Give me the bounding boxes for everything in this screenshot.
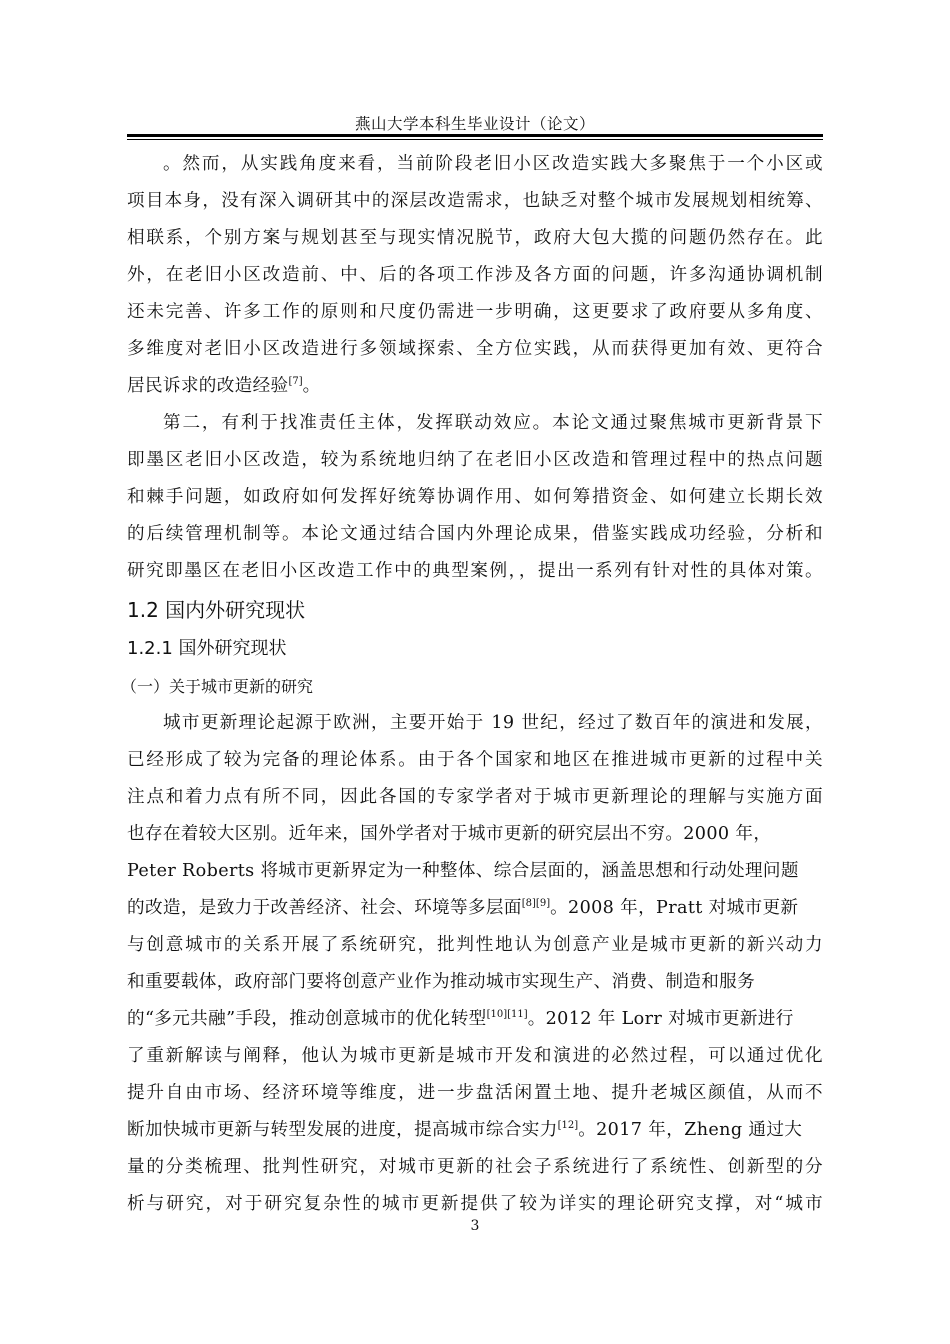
- text-span: 断加快城市更新与转型发展的进度，提高城市综合实力: [127, 1120, 558, 1140]
- running-header: 燕山大学本科生毕业设计（论文）: [354, 115, 595, 133]
- text-line: 第二，有利于找准责任主体，发挥联动效应。本论文通过聚焦城市更新背景下: [163, 413, 823, 433]
- text-line: 多维度对老旧小区改造进行多领域探索、全方位实践，从而获得更加有效、更符合: [127, 339, 823, 359]
- text-line: 外，在老旧小区改造前、中、后的各项工作涉及各方面的问题，许多沟通协调机制: [127, 265, 823, 285]
- text-line: 项目本身，没有深入调研其中的深层改造需求，也缺乏对整个城市发展规划相统筹、: [127, 191, 823, 211]
- header-rule-thick: [127, 134, 823, 137]
- text-line: 还未完善、许多工作的原则和尺度仍需进一步明确，这更要求了政府要从多角度、: [127, 302, 823, 322]
- text-line: 和棘手问题，如政府如何发挥好统筹协调作用、如何筹措资金、如何建立长期长效: [127, 487, 823, 507]
- body-text: [121, 146, 823, 1223]
- header-rule-thin: [127, 139, 823, 140]
- paragraph-3: [127, 705, 823, 1223]
- text-line: [127, 890, 823, 927]
- paragraph-1: [127, 146, 823, 405]
- text-line: 量的分类梳理、批判性研究，对城市更新的社会子系统进行了系统性、创新型的分: [127, 1157, 823, 1177]
- text-line: [127, 1001, 823, 1038]
- text-span: 。: [302, 376, 321, 396]
- citation-ref[interactable]: [8][9]: [521, 898, 551, 909]
- text-line: 了重新解读与阐释，他认为城市更新是城市开发和演进的必然过程，可以通过优化: [127, 1046, 823, 1066]
- text-line: 研究即墨区在老旧小区改造工作中的典型案例，，提出一系列有针对性的具体对策。: [127, 561, 823, 581]
- text-span: 。2017 年，Zheng 通过大: [578, 1120, 803, 1140]
- text-line: 提升自由市场、经济环境等维度，进一步盘活闲置土地、提升老城区颜值，从而不: [127, 1083, 823, 1103]
- text-span: 。2008 年，Pratt 对城市更新: [550, 898, 799, 918]
- text-span: 的“多元共融”手段，推动创意城市的优化转型: [127, 1009, 487, 1029]
- text-span: 居民诉求的改造经验: [127, 376, 289, 396]
- subsubsection-heading: （一）关于城市更新的研究: [121, 677, 314, 696]
- text-span: 的改造，是致力于改善经济、社会、环境等多层面: [127, 898, 522, 918]
- text-line: 即墨区老旧小区改造，较为系统地归纳了在老旧小区改造和管理过程中的热点问题: [127, 450, 823, 470]
- text-line: 与创意城市的关系开展了系统研究，批判性地认为创意产业是城市更新的新兴动力: [127, 935, 823, 955]
- text-line: 也存在着较大区别。近年来，国外学者对于城市更新的研究层出不穷。2000 年，: [127, 824, 772, 844]
- text-line: Peter Roberts 将城市更新界定为一种整体、综合层面的，涵盖思想和行动处理问题: [127, 861, 799, 881]
- text-line: [127, 1112, 823, 1149]
- text-line: 注点和着力点有所不同，因此各国的专家学者对于城市更新理论的理解与实施方面: [127, 787, 823, 807]
- page-number: 3: [470, 1218, 480, 1234]
- text-line: [127, 368, 823, 405]
- subsection-heading-1-2-1: 1.2.1 国外研究现状: [127, 638, 287, 659]
- text-line: 城市更新理论起源于欧洲，主要开始于 19 世纪，经过了数百年的演进和发展，: [163, 713, 823, 733]
- section-heading-1-2: 1.2 国内外研究现状: [127, 598, 306, 622]
- text-line: 的后续管理机制等。本论文通过结合国内外理论成果，借鉴实践成功经验，分析和: [127, 524, 823, 544]
- citation-ref[interactable]: [7]: [288, 376, 303, 387]
- paragraph-2: [127, 405, 823, 590]
- citation-ref[interactable]: [12]: [557, 1120, 579, 1131]
- citation-ref[interactable]: [10][11]: [486, 1009, 528, 1020]
- text-span: 。2012 年 Lorr 对城市更新进行: [527, 1009, 794, 1029]
- text-line: 。然而，从实践角度来看，当前阶段老旧小区改造实践大多聚焦于一个小区或: [163, 154, 823, 174]
- text-line: 析与研究，对于研究复杂性的城市更新提供了较为详实的理论研究支撑，对“城市: [127, 1194, 823, 1214]
- text-line: 相联系，个别方案与规划甚至与现实情况脱节，政府大包大揽的问题仍然存在。此: [127, 228, 823, 248]
- text-line: 和重要载体，政府部门要将创意产业作为推动城市实现生产、消费、制造和服务: [127, 972, 756, 992]
- text-line: 已经形成了较为完备的理论体系。由于各个国家和地区在推进城市更新的过程中关: [127, 750, 823, 770]
